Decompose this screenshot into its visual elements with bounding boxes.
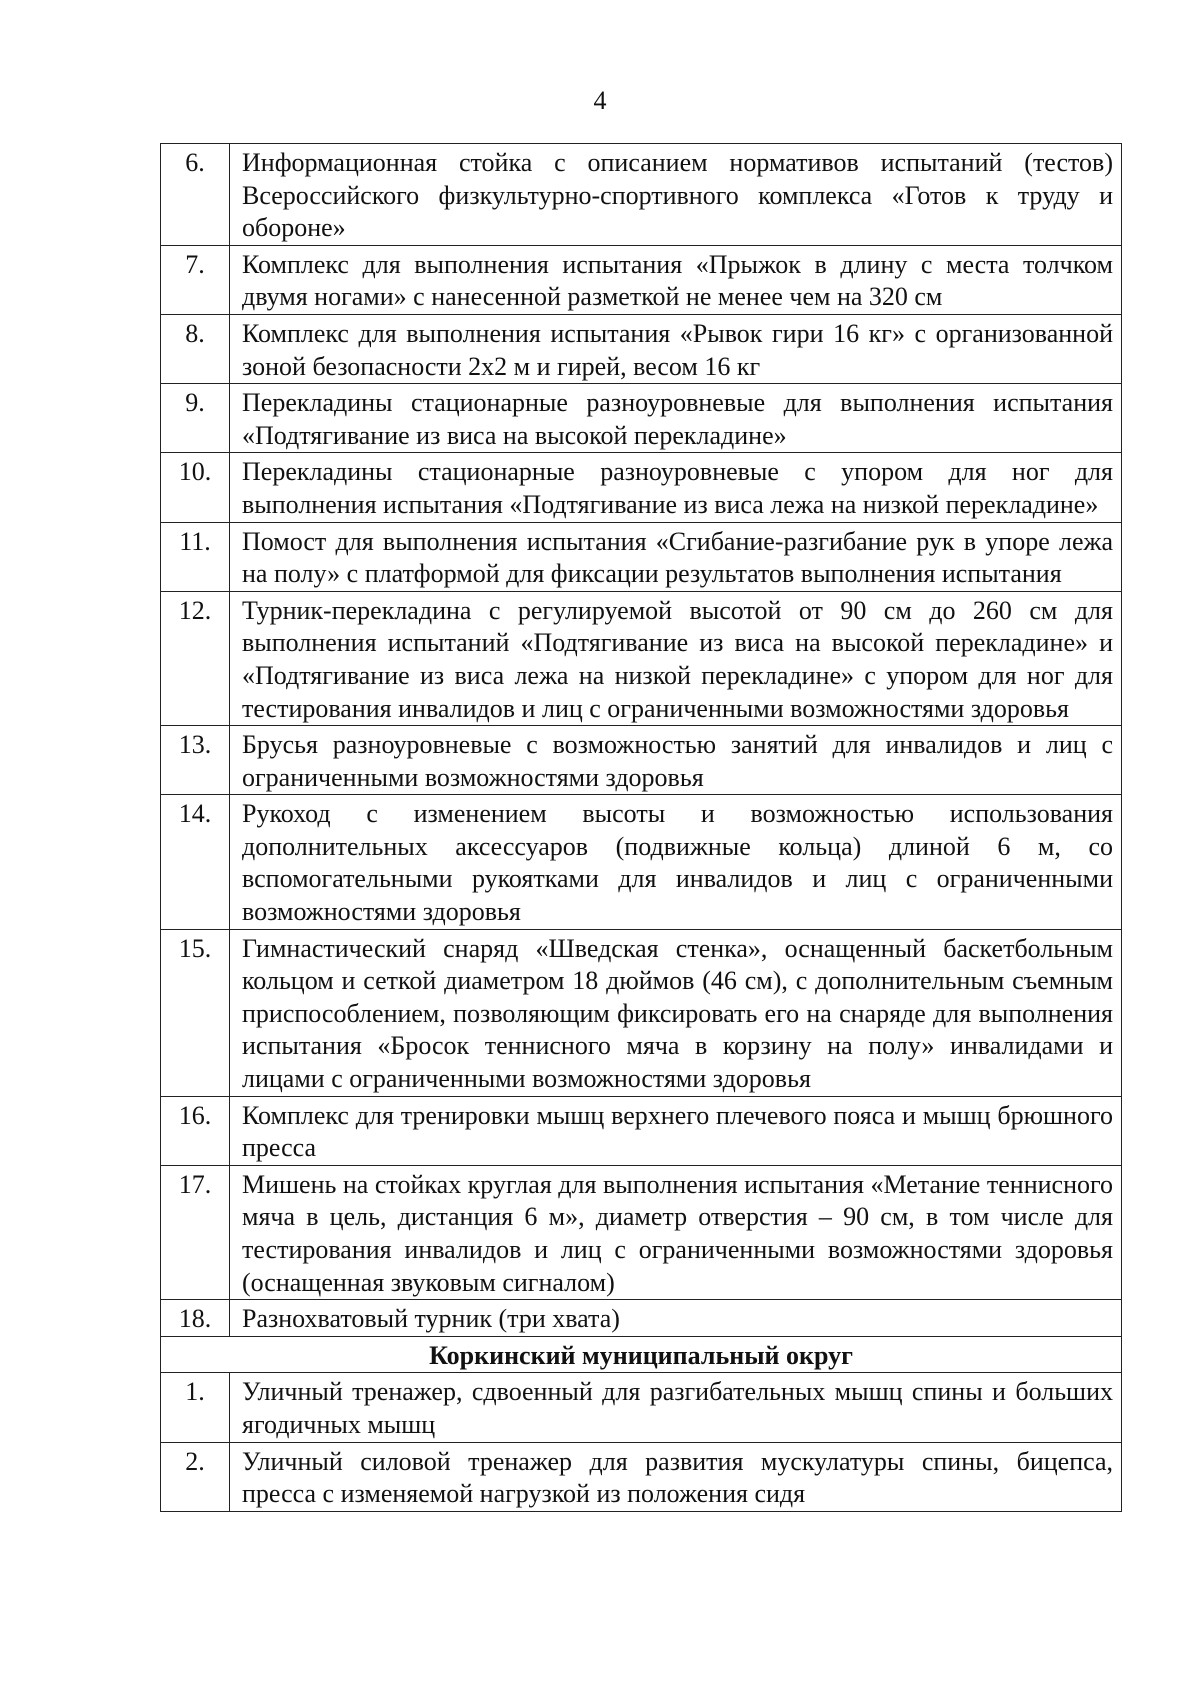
row-description: Перекладины стационарные разноуровневые для выполнения испытания «Подтягивание из виса на высокой перекладине» [230,384,1122,453]
page-number: 4 [593,86,607,115]
table-row [161,1096,1122,1165]
row-number: 7. [161,245,230,314]
row-description: Брусья разноуровневые с возможностью занятий для инвалидов и лиц с ограниченными возможностями здоровья [230,726,1122,795]
table-row [161,591,1122,725]
row-description: Уличный силовой тренажер для развития мускулатуры спины, бицепса, пресса с изменяемой нагрузкой из положения сидя [230,1442,1122,1511]
row-number: 1. [161,1373,230,1442]
row-number: 10. [161,453,230,522]
row-description: Комплекс для тренировки мышц верхнего плечевого пояса и мышц брюшного пресса [230,1096,1122,1165]
equipment-table [160,143,1122,1512]
row-number: 9. [161,384,230,453]
row-description: Мишень на стойках круглая для выполнения испытания «Метание теннисного мяча в цель, дистанция 6 м», диаметр отверстия – 90 см, в том числе для тестирования инвалидов и лиц с ограниченными возможностями здоровья (оснащенная звуковым сигналом) [230,1165,1122,1299]
table-row [161,314,1122,383]
table-row [161,144,1122,246]
table-row [161,726,1122,795]
row-description: Рукоход с изменением высоты и возможностью использования дополнительных аксессуаров (подвижные кольца) длиной 6 м, со вспомогательными рукоятками для инвалидов и лиц с ограниченными возможностями здоровья [230,795,1122,929]
row-number: 17. [161,1165,230,1299]
row-number: 13. [161,726,230,795]
row-description: Гимнастический снаряд «Шведская стенка», оснащенный баскетбольным кольцом и сеткой диаметром 18 дюймов (46 см), с дополнительным съемным приспособлением, позволяющим фиксировать его на снаряде для выполнения испытания «Бросок теннисного мяча в корзину на полу» инвалидами и лицами с ограниченными возможностями здоровья [230,929,1122,1096]
row-description: Уличный тренажер, сдвоенный для разгибательных мышц спины и больших ягодичных мышц [230,1373,1122,1442]
row-description: Комплекс для выполнения испытания «Рывок гири 16 кг» с организованной зоной безопасности 2х2 м и гирей, весом 16 кг [230,314,1122,383]
row-description: Перекладины стационарные разноуровневые с упором для ног для выполнения испытания «Подтягивание из виса лежа на низкой перекладине» [230,453,1122,522]
row-description: Информационная стойка с описанием нормативов испытаний (тестов) Всероссийского физкультурно-спортивного комплекса «Готов к труду и обороне» [230,144,1122,246]
row-number: 14. [161,795,230,929]
row-number: 12. [161,591,230,725]
row-number: 15. [161,929,230,1096]
section-title: Коркинский муниципальный округ [161,1336,1122,1373]
row-description: Помост для выполнения испытания «Сгибание-разгибание рук в упоре лежа на полу» с платформой для фиксации результатов выполнения испытания [230,522,1122,591]
table-row [161,522,1122,591]
section-header-row [161,1336,1122,1373]
table-row [161,1442,1122,1511]
table-row [161,245,1122,314]
table-row [161,1373,1122,1442]
row-number: 11. [161,522,230,591]
row-number: 8. [161,314,230,383]
table-row [161,795,1122,929]
row-number: 18. [161,1300,230,1337]
table-row [161,453,1122,522]
table-row [161,1300,1122,1337]
table-row [161,1165,1122,1299]
table-row [161,384,1122,453]
table-row [161,929,1122,1096]
row-description: Комплекс для выполнения испытания «Прыжок в длину с места толчком двумя ногами» с нанесенной разметкой не менее чем на 320 см [230,245,1122,314]
row-number: 16. [161,1096,230,1165]
row-number: 2. [161,1442,230,1511]
row-number: 6. [161,144,230,246]
row-description: Разнохватовый турник (три хвата) [230,1300,1122,1337]
row-description: Турник-перекладина с регулируемой высотой от 90 см до 260 см для выполнения испытаний «Подтягивание из виса на высокой перекладине» и «Подтягивание из виса лежа на низкой перекладине» с упором для ног для тестирования инвалидов и лиц с ограниченными возможностями здоровья [230,591,1122,725]
